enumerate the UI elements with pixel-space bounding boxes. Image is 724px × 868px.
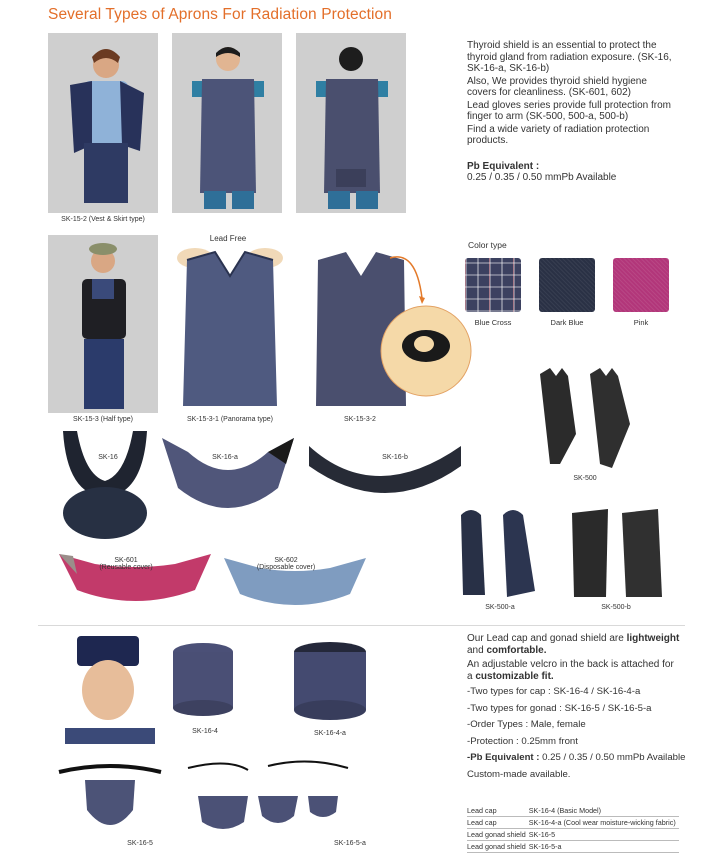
cap-intro-c: and <box>467 644 487 656</box>
model-half-type-illustration <box>48 235 158 413</box>
swatch-pink <box>613 258 669 312</box>
lead-free-label: Lead Free <box>209 234 247 243</box>
lead-cap-sk-16-4-illustration <box>168 640 238 720</box>
cap-bullet-2: -Order Types : Male, female <box>467 719 586 730</box>
swatch-blue-cross <box>465 258 521 312</box>
section-divider <box>38 625 685 626</box>
sk-15-3-2-apron-illustration <box>306 246 476 411</box>
caption-sk-15-2: SK-15-2 (Vest & Skirt type) <box>61 216 145 223</box>
swatch-label-pink: Pink <box>633 318 649 327</box>
cap-intro-b: lightweight <box>626 633 680 644</box>
cap-bullet-1: -Two types for gonad : SK-16-5 / SK-16-5-a <box>467 702 652 714</box>
swatch-dark-blue <box>539 258 595 312</box>
spec-model: SK-16-4-a (Cool wear moisture-wicking fabric) <box>529 817 679 829</box>
cap-intro-paragraph <box>467 633 682 656</box>
caption-sk-602-model: SK-602 <box>274 557 298 564</box>
spec-model: SK-16-4 (Basic Model) <box>529 805 679 817</box>
caption-sk-16-4-a: SK-16-4-a <box>314 730 346 737</box>
cap-velcro-a: An adjustable velcro in the back is attached for a <box>467 659 674 682</box>
model-back-apron-illustration <box>296 33 406 213</box>
cap-pb-label: -Pb Equivalent : <box>467 752 540 763</box>
cap-spec-table <box>467 805 679 853</box>
caption-sk-500-b: SK-500-b <box>601 604 631 611</box>
spec-name: Lead cap <box>467 805 529 817</box>
cap-custom-note: Custom-made available. <box>467 768 571 780</box>
intro-paragraph-3: Lead gloves series provide full protection from finger to arm (SK-500, 500-a, 500-b) <box>467 99 671 122</box>
caption-sk-16-5: SK-16-5 <box>127 840 153 847</box>
swatch-label-dark-blue: Dark Blue <box>550 318 584 327</box>
model-vest-skirt-illustration <box>48 33 158 213</box>
cap-intro-a: Our Lead cap and gonad shield are <box>467 633 627 644</box>
photo-sk-15-3 <box>48 235 158 413</box>
table-row <box>467 817 679 829</box>
model-lead-cap-illustration <box>55 632 165 744</box>
thyroid-shield-sk-16-a-illustration <box>158 428 298 528</box>
caption-sk-601-model: SK-601 <box>114 557 138 564</box>
caption-sk-15-3-2: SK-15-3-2 <box>344 416 376 423</box>
page-title: Several Types of Aprons For Radiation Protection <box>48 6 392 23</box>
caption-sk-500: SK-500 <box>573 475 597 482</box>
spec-name: Lead gonad shield <box>467 841 529 853</box>
table-row <box>467 841 679 853</box>
photo-sk-15-2 <box>48 33 158 213</box>
mitts-sk-500-a-illustration <box>455 505 545 600</box>
spec-model: SK-16-5 <box>529 829 679 841</box>
intro-paragraph-4: Find a wide variety of radiation protection products. <box>467 123 650 146</box>
gloves-sk-500-illustration <box>530 364 640 474</box>
caption-sk-16: SK-16 <box>98 454 118 461</box>
caption-sk-602-type: (Disposable cover) <box>256 564 316 571</box>
swatch-label-blue-cross: Blue Cross <box>474 318 512 327</box>
spec-name: Lead gonad shield <box>467 829 529 841</box>
photo-back-apron <box>296 33 406 213</box>
color-type-title: Color type <box>468 240 507 250</box>
caption-sk-16-b: SK-16-b <box>382 454 408 461</box>
caption-sk-15-3: SK-15-3 (Half type) <box>73 416 133 423</box>
mitts-sk-500-b-illustration <box>568 505 668 600</box>
lead-cap-sk-16-4-a-illustration <box>290 632 370 724</box>
caption-sk-15-3-1: SK-15-3-1 (Panorama type) <box>187 416 273 423</box>
gonad-shield-sk-16-5-a-illustration <box>178 756 368 836</box>
cap-bullet-3: -Protection : 0.25mm front <box>467 735 578 747</box>
cap-pb-line <box>467 750 686 767</box>
caption-sk-500-a: SK-500-a <box>485 604 515 611</box>
table-row <box>467 805 679 817</box>
cap-section-text <box>467 633 686 783</box>
intro-paragraph-2: Also, We provides thyroid shield hygiene covers for cleanliness. (SK-601, 602) <box>467 75 647 98</box>
cap-pb-value: 0.25 / 0.35 / 0.50 mmPb Available <box>539 752 686 763</box>
gonad-shield-sk-16-5-illustration <box>55 760 165 840</box>
intro-text <box>467 40 677 184</box>
pb-equivalent-label: Pb Equivalent : <box>467 160 540 172</box>
pb-equivalent-value: 0.25 / 0.35 / 0.50 mmPb Available <box>467 172 617 183</box>
caption-sk-16-a: SK-16-a <box>212 454 238 461</box>
spec-model: SK-16-5-a <box>529 841 679 853</box>
thyroid-shield-sk-16-b-illustration <box>305 440 465 520</box>
cap-bullet-0: -Two types for cap : SK-16-4 / SK-16-4-a <box>467 686 641 697</box>
cap-velcro-b: customizable fit. <box>475 670 554 682</box>
photo-front-apron <box>172 33 282 213</box>
model-front-apron-illustration <box>172 33 282 213</box>
thyroid-shield-sk-16-illustration <box>55 425 155 545</box>
cap-intro-d: comfortable. <box>486 644 547 656</box>
caption-sk-601-type: (Reusable cover) <box>99 564 153 571</box>
panorama-apron-illustration <box>175 246 285 411</box>
caption-sk-16-4: SK-16-4 <box>192 728 218 735</box>
intro-paragraph-1: Thyroid shield is an essential to protect the thyroid gland from radiation exposure. (SK-16, SK-16-a, SK-16-b) <box>467 40 672 74</box>
caption-sk-16-5-a: SK-16-5-a <box>334 840 366 847</box>
spec-name: Lead cap <box>467 817 529 829</box>
table-row <box>467 829 679 841</box>
cap-velcro-paragraph <box>467 659 682 682</box>
cap-bullet-list <box>467 684 686 783</box>
